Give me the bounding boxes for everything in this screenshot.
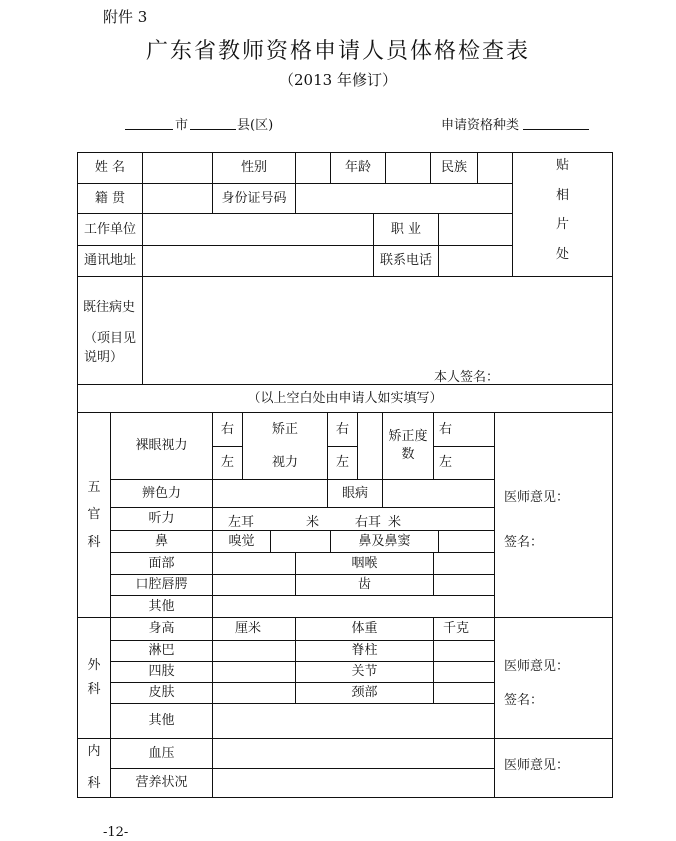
- age-field[interactable]: [386, 153, 430, 183]
- age-label: 年龄: [344, 160, 371, 176]
- color-vision-field[interactable]: [213, 480, 327, 507]
- right-ear-label: 右耳: [355, 515, 382, 530]
- oral-field[interactable]: [213, 575, 295, 595]
- history-label: 既往病史: [83, 300, 136, 315]
- name-label: 姓 名: [94, 160, 126, 176]
- neck-field[interactable]: [434, 683, 494, 703]
- gender-label: 性别: [240, 160, 267, 176]
- left-ear-unit: 米: [306, 515, 320, 530]
- name-field[interactable]: [143, 153, 212, 183]
- joints-field[interactable]: [434, 662, 494, 682]
- lymph-label: 淋巴: [148, 643, 175, 659]
- lymph-field[interactable]: [213, 641, 295, 661]
- right-eye-label: 右: [220, 421, 234, 437]
- occupation-field[interactable]: [439, 214, 512, 245]
- surgery-sign-label: 签名：: [504, 693, 544, 708]
- phone-label: 联系电话: [379, 253, 432, 269]
- ent-sign-label: 签名：: [504, 535, 544, 550]
- height-unit: 厘米: [235, 621, 262, 637]
- nutrition-label: 营养状况: [135, 775, 188, 791]
- surgery-dept-label: 外 科: [87, 658, 101, 697]
- face-label: 面部: [148, 555, 175, 571]
- throat-label: 咽喉: [351, 555, 378, 571]
- weight-unit: 千克: [443, 621, 470, 637]
- limbs-label: 四肢: [148, 664, 175, 680]
- ethnicity-label: 民族: [440, 160, 467, 176]
- form-subtitle: （2013 年修订）: [279, 71, 397, 89]
- city-fill-line[interactable]: [125, 115, 173, 130]
- photo-label-3: 片: [555, 217, 569, 233]
- gender-field[interactable]: [296, 153, 330, 183]
- attachment-label: 附件 3: [103, 8, 148, 26]
- qualification-type-label: 申请资格种类: [441, 118, 520, 133]
- work-unit-label: 工作单位: [83, 221, 136, 237]
- height-label: 身高: [148, 621, 175, 637]
- throat-field[interactable]: [434, 553, 494, 574]
- photo-label-4: 处: [555, 246, 569, 262]
- occupation-label: 职 业: [390, 221, 422, 237]
- skin-label: 皮肤: [148, 685, 175, 701]
- smell-label: 嗅觉: [228, 533, 255, 549]
- history-field[interactable]: [143, 277, 612, 384]
- nose-sinus-label: 鼻及鼻窦: [358, 533, 411, 549]
- limbs-field[interactable]: [213, 662, 295, 682]
- nutrition-field[interactable]: [213, 769, 494, 797]
- city-label: 市: [175, 118, 189, 133]
- internal-dept-label: 内 科: [87, 744, 101, 791]
- ent-dept-label: 五 官 科: [87, 479, 101, 550]
- left-eye-label: 左: [220, 455, 234, 471]
- hearing-label: 听力: [148, 511, 175, 527]
- blood-pressure-field[interactable]: [213, 739, 494, 768]
- address-label: 通讯地址: [83, 253, 136, 269]
- id-number-label: 身份证号码: [221, 190, 287, 206]
- ent-doctor-opinion-label: 医师意见：: [504, 490, 570, 505]
- naked-vision-label: 裸眼视力: [135, 438, 188, 454]
- photo-box: [513, 153, 612, 276]
- qualification-type-fill-line[interactable]: [523, 115, 589, 130]
- surgery-other-field[interactable]: [213, 704, 494, 738]
- teeth-label: 齿: [357, 577, 371, 593]
- eye-disease-label: 眼病: [341, 485, 368, 501]
- internal-doctor-opinion-label: 医师意见：: [504, 758, 570, 773]
- neck-label: 颈部: [351, 685, 378, 701]
- corrected-left-label: 左: [335, 455, 349, 471]
- eye-disease-field[interactable]: [383, 480, 494, 507]
- native-place-field[interactable]: [143, 184, 212, 213]
- degree-right-label: 右: [439, 421, 453, 437]
- spine-field[interactable]: [434, 641, 494, 661]
- vision-label: 视力: [271, 455, 298, 471]
- spine-label: 脊柱: [351, 643, 378, 659]
- photo-label-2: 相: [555, 187, 569, 203]
- oral-label: 口腔唇腭: [135, 577, 188, 593]
- page-number: -12-: [103, 825, 129, 840]
- history-note: （项目见说明）: [84, 331, 137, 365]
- right-ear-unit: 米: [388, 515, 402, 530]
- surgery-doctor-opinion-label: 医师意见：: [504, 659, 570, 674]
- face-field[interactable]: [213, 553, 295, 574]
- fill-note: （以上空白处由申请人如实填写）: [247, 390, 443, 406]
- weight-label: 体重: [351, 621, 378, 637]
- native-place-label: 籍 贯: [94, 190, 126, 206]
- form-title: 广东省教师资格申请人员体格检查表: [145, 39, 530, 64]
- ethnicity-field[interactable]: [478, 153, 512, 183]
- smell-field[interactable]: [271, 531, 330, 552]
- blood-pressure-label: 血压: [148, 745, 175, 761]
- phone-field[interactable]: [439, 246, 512, 276]
- corrected-degree-label: 矫正度数: [388, 429, 428, 462]
- joints-label: 关节: [351, 664, 378, 680]
- photo-label-1: 贴: [555, 158, 569, 173]
- color-vision-label: 辨色力: [141, 485, 181, 501]
- corrected-right-label: 右: [335, 421, 349, 437]
- county-fill-line[interactable]: [190, 115, 236, 130]
- ent-other-label: 其他: [148, 598, 175, 614]
- nose-sinus-field[interactable]: [439, 531, 494, 552]
- county-label: 县(区): [237, 118, 274, 133]
- corrected-label: 矫正: [271, 421, 298, 437]
- skin-field[interactable]: [213, 683, 295, 703]
- teeth-field[interactable]: [434, 575, 494, 595]
- left-ear-label: 左耳: [228, 515, 255, 530]
- surgery-other-label: 其他: [148, 713, 175, 729]
- address-field[interactable]: [143, 246, 373, 276]
- degree-left-label: 左: [439, 455, 453, 471]
- id-number-field[interactable]: [296, 184, 512, 213]
- ent-other-field[interactable]: [213, 596, 494, 617]
- signature-label: 本人签名：: [434, 370, 500, 385]
- nose-label: 鼻: [154, 533, 168, 549]
- work-unit-field[interactable]: [143, 214, 373, 245]
